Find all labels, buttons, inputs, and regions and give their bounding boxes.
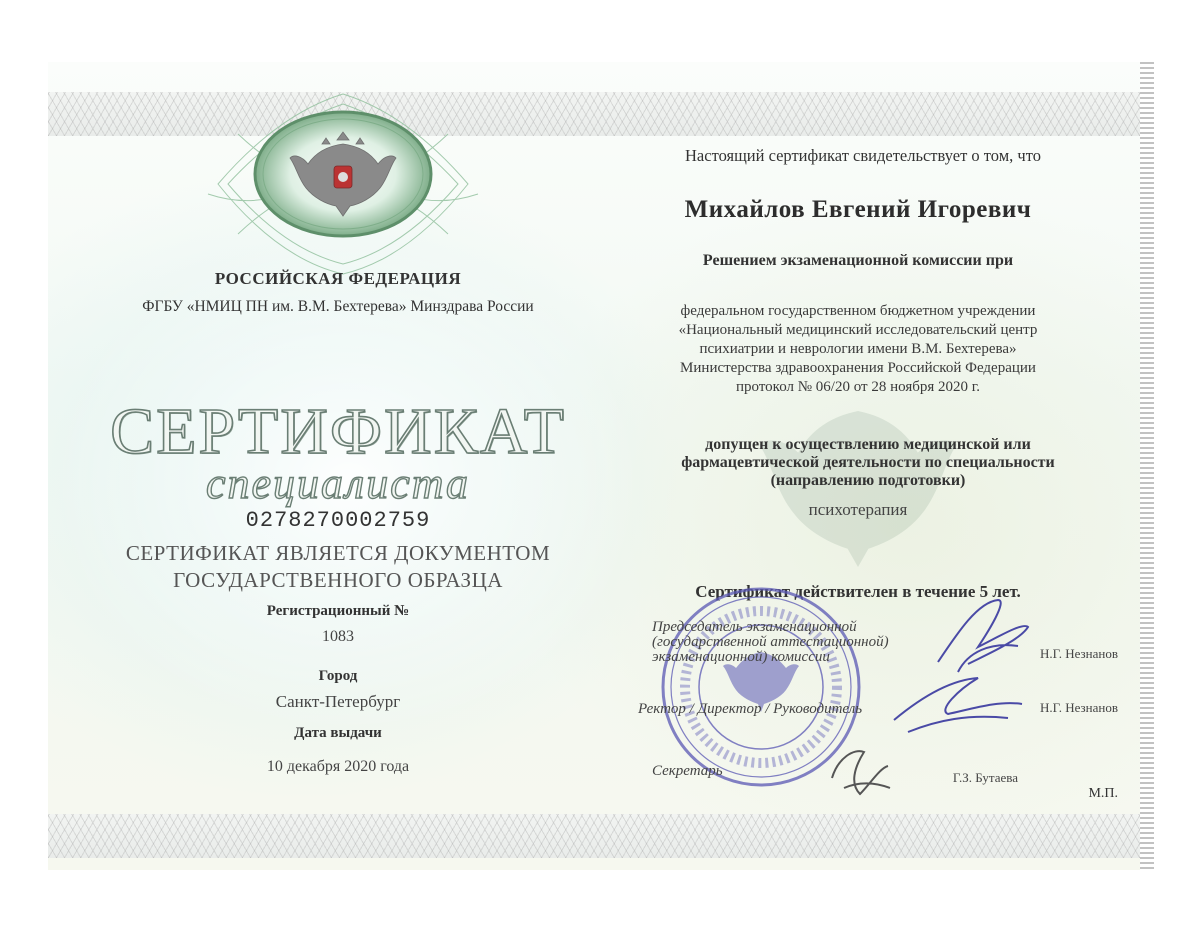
- admission-statement: [628, 436, 1108, 490]
- certificate-sheet: [48, 62, 1140, 870]
- country-name: РОССИЙСКАЯ ФЕДЕРАЦИЯ: [214, 269, 462, 288]
- institution-line: федеральном государственном бюджетном учреждении: [680, 303, 1036, 319]
- state-document-line: ГОСУДАРСТВЕННОГО ОБРАЗЦА: [173, 568, 503, 592]
- bottom-guilloche-band: [48, 814, 1140, 858]
- holder-name: Михайлов Евгений Игоревич: [684, 196, 1032, 223]
- institution-line: Министерства здравоохранения Российской Федерации: [680, 360, 1036, 376]
- coat-of-arms-icon: [198, 74, 488, 284]
- chairman-name: Н.Г. Незнанов: [1040, 646, 1118, 661]
- issuing-organization: ФГБУ «НМИЦ ПН им. В.М. Бехтерева» Минздрава России: [142, 298, 534, 315]
- state-document-line: СЕРТИФИКАТ ЯВЛЯЕТСЯ ДОКУМЕНТОМ: [125, 541, 551, 565]
- state-document-notice: [88, 540, 588, 594]
- secretary-role: Секретарь: [652, 763, 723, 779]
- scan-edge-strip: [1140, 62, 1154, 870]
- city-label: Город: [318, 668, 358, 684]
- admission-line: фармацевтической деятельности по специальности: [681, 454, 1055, 471]
- admission-line: (направлению подготовки): [770, 472, 966, 489]
- seal-place-mark: М.П.: [1088, 786, 1118, 801]
- registration-number: 1083: [322, 628, 354, 645]
- certificate-title: СЕРТИФИКАТ: [110, 395, 566, 468]
- attestation-line: Настоящий сертификат свидетельствует о том, что: [685, 146, 1041, 165]
- validity-statement: Сертификат действителен в течение 5 лет.: [695, 582, 1021, 601]
- institution-line: психиатрии и неврологии имени В.М. Бехтерева»: [699, 341, 1017, 357]
- issue-date-value: 10 декабря 2020 года: [266, 758, 410, 775]
- institution-line: «Национальный медицинский исследовательский центр: [678, 322, 1038, 338]
- chairman-role-line: (государственной аттестационной): [652, 634, 889, 650]
- chairman-role-line: экзаменационной) комиссии: [652, 649, 830, 665]
- admission-line: допущен к осуществлению медицинской или: [705, 436, 1031, 453]
- registration-label: Регистрационный №: [266, 603, 410, 619]
- protocol-line: протокол № 06/20 от 28 ноября 2020 г.: [736, 379, 980, 395]
- institution-block: [608, 302, 1108, 397]
- certificate-subtitle: специалиста: [205, 459, 471, 508]
- chairman-role-line: Председатель экзаменационной: [652, 619, 857, 635]
- issue-date-label: Дата выдачи: [294, 725, 382, 741]
- director-role: Ректор / Директор / Руководитель: [638, 701, 863, 717]
- certificate-number: 0278270002759: [245, 508, 431, 533]
- chairman-role: [652, 620, 972, 665]
- commission-decision: Решением экзаменационной комиссии при: [702, 252, 1014, 269]
- director-name: Н.Г. Незнанов: [1040, 700, 1118, 715]
- city-value: Санкт-Петербург: [275, 692, 401, 711]
- secretary-name: Г.З. Бутаева: [952, 770, 1018, 785]
- specialty-value: психотерапия: [808, 500, 908, 519]
